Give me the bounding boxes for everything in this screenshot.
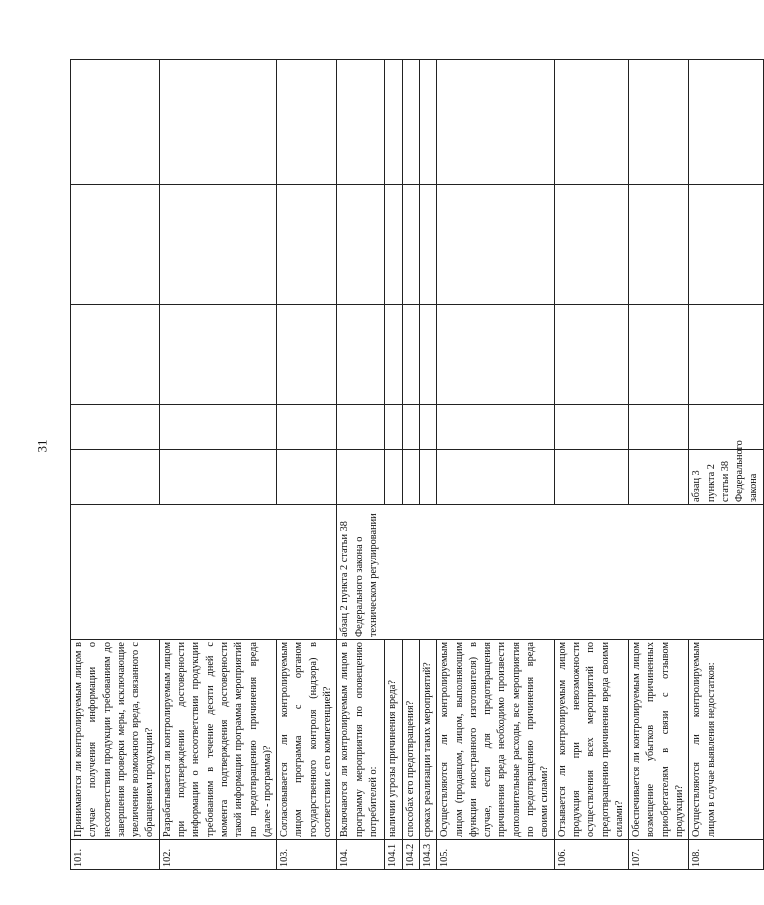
answer-cell [159, 60, 276, 185]
table-row [629, 60, 689, 870]
answer-cell [402, 305, 419, 405]
answer-cell [402, 450, 419, 505]
answer-cell [554, 60, 628, 185]
answer-cell [159, 185, 276, 305]
answer-cell [159, 405, 276, 450]
table-row [402, 60, 419, 870]
answer-cell [689, 185, 763, 305]
row-number: 104.2 [402, 840, 419, 870]
answer-cell [554, 450, 628, 505]
rotated-table-container [70, 60, 760, 870]
answer-cell [337, 450, 385, 505]
checklist-table [70, 59, 764, 870]
answer-cell [419, 405, 436, 450]
row-number: 108. [689, 840, 763, 870]
answer-cell [629, 60, 689, 185]
answer-cell [337, 60, 385, 185]
row-reference: абзац 2 пункта 2 статьи 38 Федерального закона о техническом регулировании [337, 505, 763, 640]
answer-cell [337, 405, 385, 450]
answer-cell [629, 185, 689, 305]
answer-cell [419, 185, 436, 305]
row-number: 105. [437, 840, 554, 870]
row-reference: абзац 3 пункта 2 статьи 38 Федерального закона [689, 450, 763, 505]
answer-cell [629, 305, 689, 405]
table-row [159, 60, 276, 870]
answer-cell [419, 60, 436, 185]
answer-cell [337, 305, 385, 405]
table-row [437, 60, 554, 870]
table-row [419, 60, 436, 870]
answer-cell [385, 305, 402, 405]
row-number: 106. [554, 840, 628, 870]
row-question: Обеспечивается ли контролируемым лицом возмещение убытков причиненных приобретателям в связи с отзывом продукции? [629, 640, 689, 840]
answer-cell [159, 305, 276, 405]
answer-cell [277, 60, 337, 185]
row-number: 102. [159, 840, 276, 870]
answer-cell [437, 405, 554, 450]
table-row [385, 60, 402, 870]
answer-cell [402, 405, 419, 450]
answer-cell [437, 305, 554, 405]
answer-cell [419, 450, 436, 505]
answer-cell [385, 185, 402, 305]
row-number: 104.1 [385, 840, 402, 870]
answer-cell [385, 450, 402, 505]
answer-cell [277, 450, 337, 505]
table-row [337, 60, 385, 870]
answer-cell [277, 305, 337, 405]
row-number: 107. [629, 840, 689, 870]
answer-cell [554, 305, 628, 405]
row-question: Осуществляются ли контролируемым лицом в случае выявления недостатков: [689, 640, 763, 840]
answer-cell [554, 405, 628, 450]
table-row [277, 60, 337, 870]
row-question: Отзывается ли контролируемым лицом продукция при невозможности осуществления всех мероприятий по предотвращению причинения вреда своими силами? [554, 640, 628, 840]
answer-cell [689, 305, 763, 405]
answer-cell [437, 60, 554, 185]
answer-cell [71, 305, 160, 405]
answer-cell [277, 185, 337, 305]
answer-cell [402, 60, 419, 185]
answer-cell [437, 185, 554, 305]
answer-cell [159, 450, 276, 505]
table-row [554, 60, 628, 870]
answer-cell [385, 405, 402, 450]
answer-cell [277, 405, 337, 450]
answer-cell [554, 185, 628, 305]
answer-cell [437, 450, 554, 505]
answer-cell [71, 405, 160, 450]
row-question: сроках реализации таких мероприятий? [419, 640, 436, 840]
row-number: 104.3 [419, 840, 436, 870]
row-number: 103. [277, 840, 337, 870]
table-row [71, 60, 160, 870]
row-question: Принимаются ли контролируемым лицом в случае получения информации о несоответствии продукции требованиям до завершения проверки меры, исключающие увеличение возможного вреда, связанного с обращением продукции? [71, 640, 160, 840]
row-question: наличии угрозы причинения вреда? [385, 640, 402, 840]
answer-cell [629, 405, 689, 450]
answer-cell [71, 185, 160, 305]
row-number: 101. [71, 840, 160, 870]
answer-cell [385, 60, 402, 185]
row-question: Включаются ли контролируемым лицом в программу мероприятия по оповещению потребителей о: [337, 640, 385, 840]
row-question: Согласовывается ли контролируемым лицом программа с органом государственного контроля (надзора) в соответствии с его компетенцией? [277, 640, 337, 840]
answer-cell [689, 405, 763, 450]
answer-cell [71, 450, 160, 505]
answer-cell [71, 60, 160, 185]
answer-cell [629, 450, 689, 505]
page-number: 31 [34, 439, 50, 453]
row-question: способах его предотвращения? [402, 640, 419, 840]
table-row [689, 60, 763, 870]
row-question: Разрабатывается ли контролируемым лицом при подтверждении достоверности информации о несоответствии продукции требованиям в течение десяти дней с момента подтверждения достоверности такой информации программа мероприятий по предотвращению причинения вреда (далее - программа)? [159, 640, 276, 840]
row-question: Осуществляются ли контролируемым лицом (продавцом, лицом, выполняющим функции иностранного изготовителя) в случае, если для предотвращения причинения вреда необходимо произвести дополнительные расходы, все мероприятия по предотвращению причинения вреда своими силами? [437, 640, 554, 840]
row-reference [71, 505, 337, 640]
answer-cell [402, 185, 419, 305]
answer-cell [419, 305, 436, 405]
answer-cell [337, 185, 385, 305]
answer-cell [689, 60, 763, 185]
row-number: 104. [337, 840, 385, 870]
